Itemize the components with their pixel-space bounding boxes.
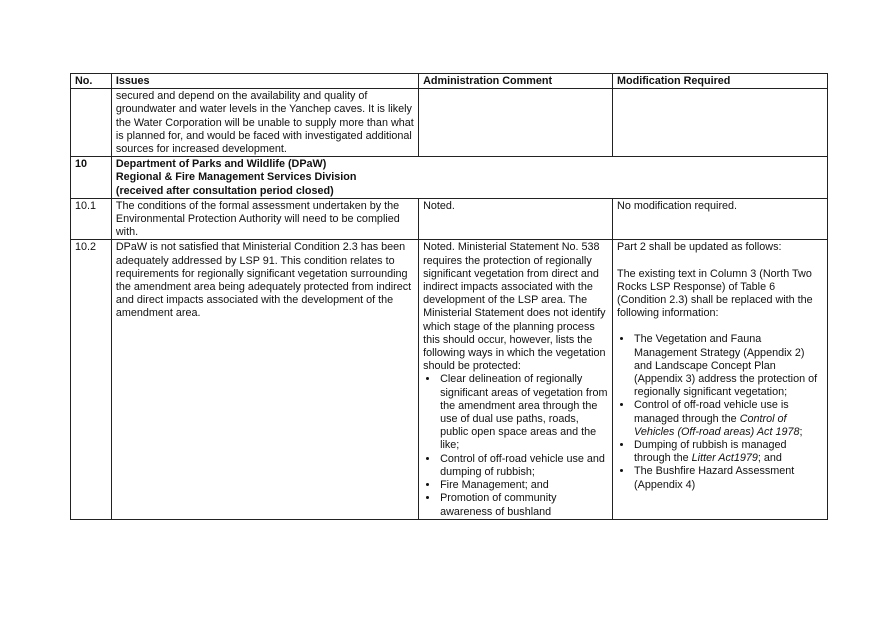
list-item [633, 399, 823, 439]
comment-bullet-list [423, 373, 608, 518]
cell-issues: The conditions of the formal assessment undertaken by the Environmental Protection Authority will need to be complied with. [111, 198, 418, 240]
list-item [633, 439, 823, 465]
table-row [71, 240, 828, 519]
act-title: Control of Vehicles (Off-road areas) Act 1978 [634, 412, 800, 438]
cell-no: 10.2 [71, 240, 112, 519]
submissions-table [70, 73, 828, 520]
header-modification-required: Modification Required [613, 74, 828, 89]
cell-issues: DPaW is not satisfied that Ministerial Condition 2.3 has been adequately addressed by LSP 91. This condition relates to requirements for regionally significant vegetation surrounding the amendment area being adequately protected from indirect and direct impacts associated with the development of the amendment area. [111, 240, 418, 519]
cell-no: 10.1 [71, 198, 112, 240]
comment-intro: Noted. Ministerial Statement No. 538 requires the protection of regionally significant vegetation from direct and indirect impacts associated with the development of the LSP area. The Ministerial Statement does not identify which stage of the planning process this should occur, however, lists the following ways in which the vegetation should be protected: [423, 241, 606, 373]
act-title: Litter Act1979 [691, 452, 758, 465]
cell-modification [613, 240, 828, 519]
modification-intro: Part 2 shall be updated as follows: [617, 241, 782, 254]
cell-comment: Noted. [419, 198, 613, 240]
cell-no [71, 89, 112, 157]
table-row [71, 198, 828, 240]
list-item-text: Control of off-road vehicle use is managed through the [634, 399, 789, 425]
section-heading [111, 157, 827, 199]
list-item-text: ; and [757, 452, 782, 465]
list-item: • The Vegetation and Fauna Management Strategy (Appendix 2) and Landscape Concept Plan (Appendix 3) address the protection of regionally significant vegetation; [633, 333, 823, 399]
cell-issues: secured and depend on the availability and quality of groundwater and water levels in the Yanchep caves. It is likely the Water Corporation will be unable to supply more than what is planned for, and would be faced with investigated additional sources for increased development. [111, 89, 418, 157]
section-row [71, 157, 828, 199]
list-item: • Fire Management; and [439, 479, 608, 492]
modification-bullet-list [617, 333, 823, 491]
section-title: Department of Parks and Wildlife (DPaW) [115, 158, 327, 171]
list-item: • Control of off-road vehicle use and dumping of rubbish; [439, 453, 608, 479]
table-header-row [71, 74, 828, 89]
section-note: (received after consultation period closed) [115, 184, 334, 197]
header-no: No. [71, 74, 112, 89]
list-item-text: Dumping of rubbish is managed through the [634, 439, 787, 465]
list-item: • Clear delineation of regionally significant areas of vegetation from the amendment area through the use of dual use paths, roads, public open space areas and the like; [439, 373, 608, 452]
list-item-text: ; [799, 425, 803, 438]
header-issues: Issues [111, 74, 418, 89]
header-administration-comment: Administration Comment [419, 74, 613, 89]
cell-modification [613, 89, 828, 157]
list-item: • The Bushfire Hazard Assessment (Appendix 4) [633, 465, 823, 491]
cell-comment [419, 89, 613, 157]
table-row [71, 89, 828, 157]
modification-detail: The existing text in Column 3 (North Two Rocks LSP Response) of Table 6 (Condition 2.3) shall be replaced with the following information: [617, 267, 813, 320]
cell-modification: No modification required. [613, 198, 828, 240]
cell-comment [419, 240, 613, 519]
section-number: 10 [75, 158, 88, 171]
section-no [71, 157, 112, 199]
list-item: • Promotion of community awareness of bushland [439, 492, 608, 518]
section-division: Regional & Fire Management Services Division [115, 171, 357, 184]
